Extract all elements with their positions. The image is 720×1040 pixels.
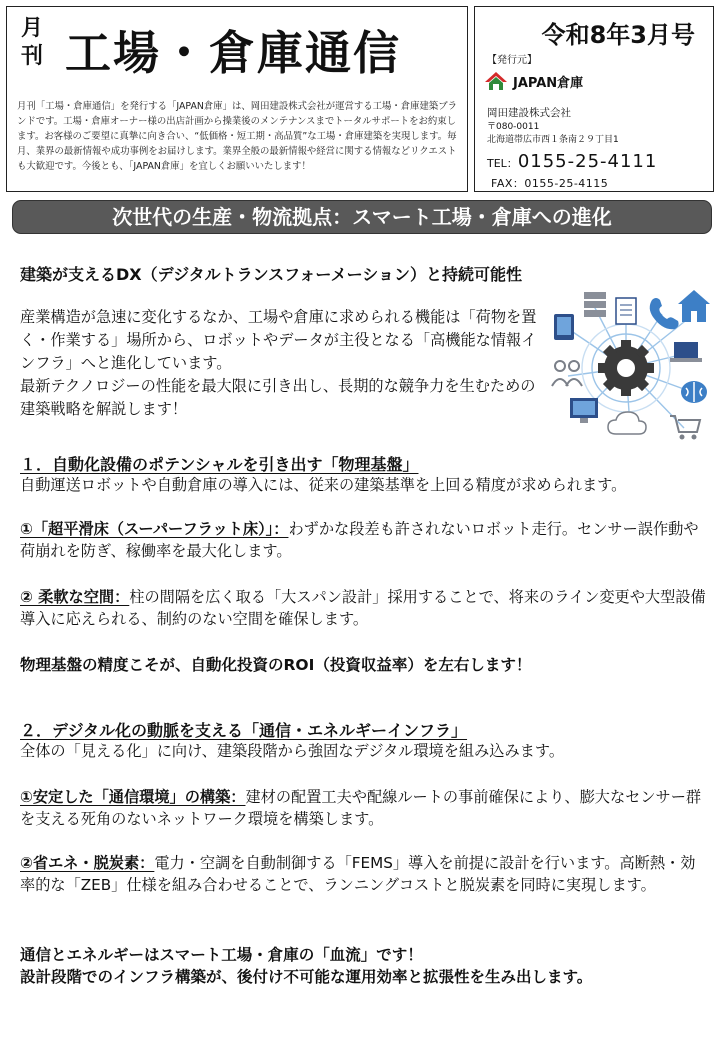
section2-conclusion-1: 通信とエネルギーはスマート工場・倉庫の「血流」です！ bbox=[20, 946, 423, 964]
section1-heading: １．自動化設備のポテンシャルを引き出す「物理基盤」 bbox=[20, 455, 419, 474]
cart-icon bbox=[670, 416, 700, 440]
phone-icon bbox=[650, 298, 679, 329]
telephone bbox=[487, 151, 657, 172]
street-address: 北海道帯広市西１条南２９丁目1 bbox=[487, 135, 619, 145]
laptop-icon bbox=[670, 342, 702, 362]
item-text: 電力・空調を自動制御する「FEMS」導入を前提に設計を行います。高断熱・効率的な「ZEB」仕様を組み合わせることで、ランニングコストと脱炭素を同時に実現します。 bbox=[20, 854, 696, 894]
fax-number: FAX：0155-25-4115 bbox=[491, 177, 609, 190]
item-text: 建材の配置工夫や配線ルートの事前確保により、膨大なセンサー群を支える死角のないネットワーク環境を構築します。 bbox=[20, 788, 702, 828]
item-label: ①「超平滑床（スーパーフラット床）」： bbox=[20, 520, 289, 538]
section2-conclusion-2: 設計段階でのインフラ構築が、後付け不可能な運用効率と拡張性を生み出します。 bbox=[20, 968, 593, 986]
tel-number: 0155-25-4111 bbox=[517, 151, 658, 172]
section2-intro: 全体の「見える化」に向け、建築段階から強固なデジタル環境を組み込みます。 bbox=[20, 742, 565, 760]
section2-item2 bbox=[20, 852, 710, 896]
lead-paragraph-1: 産業構造が急速に変化するなか、工場や倉庫に求められる機能は「荷物を置く・作業する」場所から、ロボットやデータが主役となる「高機能な情報インフラ」へと進化しています。 bbox=[20, 308, 537, 372]
item-label: ② 柔軟な空間： bbox=[20, 588, 130, 606]
lead-paragraph-2: 最新テクノロジーの性能を最大限に引き出し、長期的な競争力を生むための建築戦略を解説します！ bbox=[20, 377, 536, 418]
logo-text: JAPAN倉庫 bbox=[513, 75, 584, 91]
company-name: 岡田建設株式会社 bbox=[487, 107, 571, 119]
postal-code: 〒080-0011 bbox=[487, 122, 540, 132]
masthead bbox=[6, 6, 468, 192]
section2-heading: ２．デジタル化の動脈を支える「通信・エネルギーインフラ」 bbox=[20, 721, 468, 740]
technology-network-diagram bbox=[544, 284, 716, 446]
server-icon bbox=[584, 292, 606, 317]
issuer-box bbox=[474, 6, 714, 192]
issue-date: 令和8年3月号 bbox=[541, 21, 695, 49]
people-icon bbox=[552, 361, 582, 386]
section1-intro: 自動運送ロボットや自動倉庫の導入には、従来の建築基準を上回る精度が求められます。 bbox=[20, 476, 627, 494]
monthly-label: 月刊 bbox=[20, 16, 43, 69]
section1-conclusion: 物理基盤の精度こそが、自動化投資のROI（投資収益率）を左右します！ bbox=[20, 656, 532, 674]
item-label: ②省エネ・脱炭素： bbox=[20, 854, 155, 872]
monitor-icon bbox=[570, 398, 598, 423]
newsletter-title: 工場・倉庫通信 bbox=[65, 26, 401, 80]
section1-item1 bbox=[20, 518, 710, 562]
company-logo bbox=[485, 71, 583, 91]
item-text: 柱の間隔を広く取る「大スパン設計」採用することで、将来のライン変更や大型設備導入に応えられる、制約のない空間を確保します。 bbox=[20, 588, 706, 628]
tel-label: TEL： bbox=[487, 157, 518, 170]
company-address bbox=[487, 121, 619, 147]
headline-banner: 次世代の生産・物流拠点：スマート工場・倉庫への進化 bbox=[12, 200, 712, 234]
lead-text bbox=[20, 306, 540, 421]
item-label: ①安定した「通信環境」の構築： bbox=[20, 788, 246, 806]
brain-icon bbox=[681, 381, 707, 403]
tablet-icon bbox=[554, 314, 574, 340]
section1-item2 bbox=[20, 586, 710, 630]
document-icon bbox=[616, 298, 636, 324]
home-icon bbox=[678, 290, 710, 322]
lead-heading: 建築が支えるDX（デジタルトランスフォーメーション）と持続可能性 bbox=[20, 265, 522, 284]
item-text: わずかな段差も許されないロボット走行。センサー誤作動や荷崩れを防ぎ、稼働率を最大化します。 bbox=[20, 520, 699, 560]
cloud-icon bbox=[608, 412, 646, 434]
intro-text: 月刊「工場・倉庫通信」を発行する「JAPAN倉庫」は、岡田建設株式会社が運営する工場・倉庫建築ブランドです。工場・倉庫オーナー様の出店計画から操業後のメンテナンスまでトータルサポートをお約束します。お客様のご要望に真摯に向き合い、“低価格・短工期・高品質”な工場・倉庫建築を実現します。毎月、業界の最新情報や成功事例をお届けします。業界全般の最新情報や経営に関する情報などリクエストも大歓迎です。今後とも、「JAPAN倉庫」を宜しくお願いいたします！ bbox=[17, 101, 457, 172]
issuer-label: 【発行元】 bbox=[487, 55, 537, 66]
logo-roof-icon bbox=[485, 71, 507, 91]
section2-item1 bbox=[20, 786, 710, 830]
